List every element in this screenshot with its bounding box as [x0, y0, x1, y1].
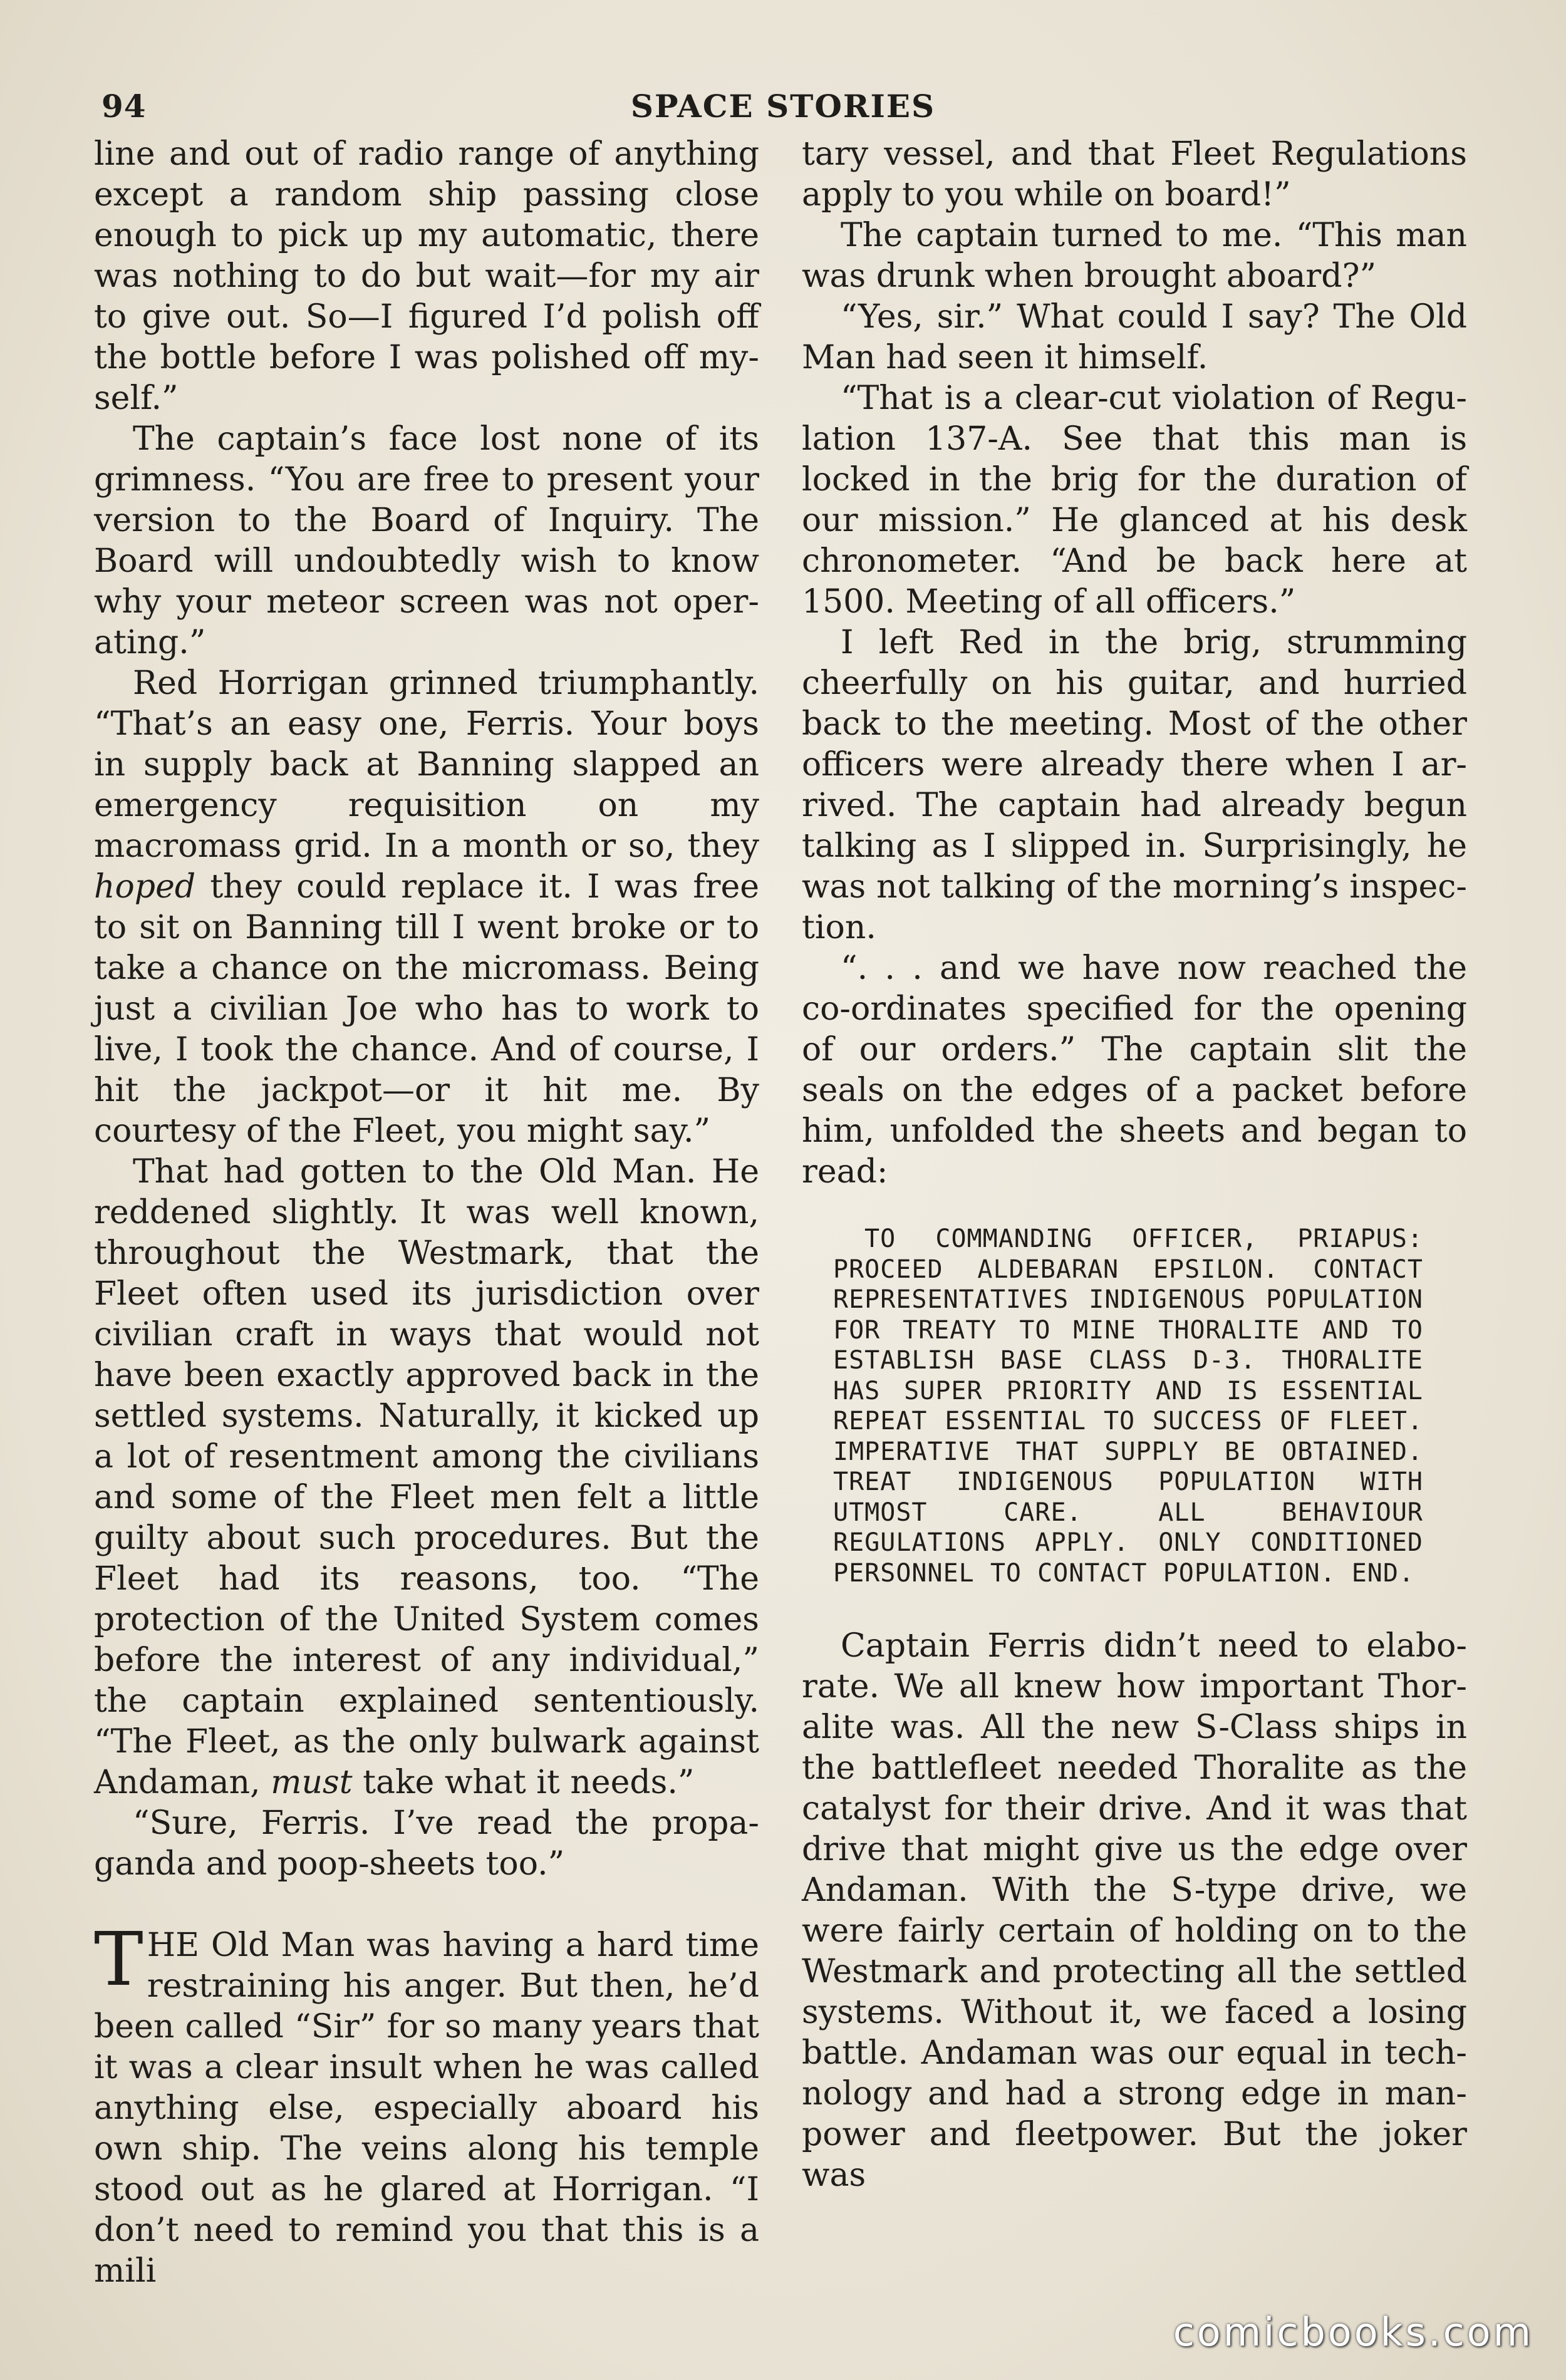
emphasis-text: hoped [94, 868, 196, 906]
paragraph: The captain turned to me. “This man was drunk when brought aboard?” [802, 217, 1467, 295]
paragraph [94, 663, 759, 1152]
paragraph: “Sure, Ferris. I’ve read the propaganda and poop-sheets too.” [94, 1804, 759, 1883]
paragraph [94, 1152, 759, 1803]
paragraph: Captain Ferris didn’t need to elaborate. We all knew how important Thoralite was. All the new S-Class ships in the battlefleet needed Thoralite as the catalyst for their drive. And it was that drive that might give us the edge over Andaman. With the S-type drive, we were fairly certain of holding on to the Westmark and protecting all the settled systems. Without it, we faced a losing battle. Andaman was our equal in technology and had a strong edge in manpower and fleetpower. But the joker was [802, 1627, 1467, 2194]
paragraph: “That is a clear-cut violation of Regulation 137-A. See that this man is locked in the brig for the duration of our mission.” He glanced at his desk chronometer. “And be back here at 1500. Meeting of all officers.” [802, 380, 1467, 621]
paragraph: “. . . and we have now reached the co-ordinates specified for the opening of our orders.” The captain slit the seals on the edges of a packet before him, unfolded the sheets and began to read: [802, 949, 1467, 1191]
paragraph: line and out of radio range of anything except a random ship passing close enough to pick up my automatic, there was nothing to do but wait—for my air to give out. So—I figured I’d polish off the bottle before I was polished off myself.” [94, 135, 759, 417]
orders-telegram: TO COMMANDING OFFICER, PRIAPUS: PROCEED ALDEBARAN EPSILON. CONTACT REPRESENTATIVES INDIGENOUS POPULATION FOR TREATY TO MINE THORALITE AND TO ESTABLISH BASE CLASS D-3. THORALITE HAS SUPER PRIORITY AND IS ESSENTIAL REPEAT ESSENTIAL TO SUCCESS OF FLEET. IMPERATIVE THAT SUPPLY BE OBTAINED. TREAT INDIGENOUS POPULATION WITH UTMOST CARE. ALL BEHAVIOUR REGULATIONS APPLY. ONLY CONDITIONED PERSONNEL TO CONTACT POPULATION. END. [833, 1224, 1423, 1588]
emphasis-text: must [271, 1764, 353, 1801]
paragraph-text: they could replace it. I was free to sit on Banning till I went broke or to take a chance on the micromass. Being just a civilian Joe who has to work to live, I took the chance. And of course, I hit the jackpot—or it hit me. By courtesy of the Fleet, you might say.” [94, 868, 759, 1150]
paragraph: The captain’s face lost none of its grimness. “You are free to present your version to the Board of Inquiry. The Board will undoubtedly wish to know why your meteor screen was not operating.” [94, 420, 759, 661]
paragraph: I left Red in the brig, strumming cheerfully on his guitar, and hurried back to the meeting. Most of the other officers were already there when I arrived. The captain had already begun talking as I slipped in. Surprisingly, he was not talking of the morning’s inspection. [802, 624, 1467, 946]
paragraph-text: take what it needs.” [352, 1764, 695, 1801]
paragraph: tary vessel, and that Fleet Regulations apply to you while on board!” [802, 135, 1467, 214]
paragraph-text: Red Horrigan grinned triumphantly. “That’s an easy one, Ferris. Your boys in supply back at Banning slapped an emergency requisition on my macromass grid. In a month or so, they [94, 665, 759, 865]
right-column [802, 134, 1467, 2196]
paragraph-text: That had gotten to the Old Man. He reddened slightly. It was well known, throughout the Westmark, that the Fleet often used its jurisdiction over civilian craft in ways that would not have been exactly approved back in the settled systems. Naturally, it kicked up a lot of resentment among the civilians and some of the Fleet men felt a little guilty about such procedures. But the Fleet had its reasons, too. “The protection of the United System comes before the interest of any individual,” the captain explained sententiously. “The Fleet, as the only bulwark against Andaman, [94, 1153, 759, 1801]
left-column [94, 134, 759, 2292]
page-number: 94 [101, 88, 147, 125]
running-head: SPACE STORIES [630, 88, 936, 125]
site-watermark: comicbooks.com [1173, 2309, 1533, 2355]
section-opening-paragraph: THE Old Man was having a hard time restraining his anger. But then, he’d been called “Sir” for so many years that it was a clear insult when he was called anything else, especially aboard his own ship. The veins along his temple stood out as he glared at Horrigan. “I don’t need to remind you that this is a mili [94, 1916, 759, 2290]
paragraph: “Yes, sir.” What could I say? The Old Man had seen it himself. [802, 298, 1467, 376]
